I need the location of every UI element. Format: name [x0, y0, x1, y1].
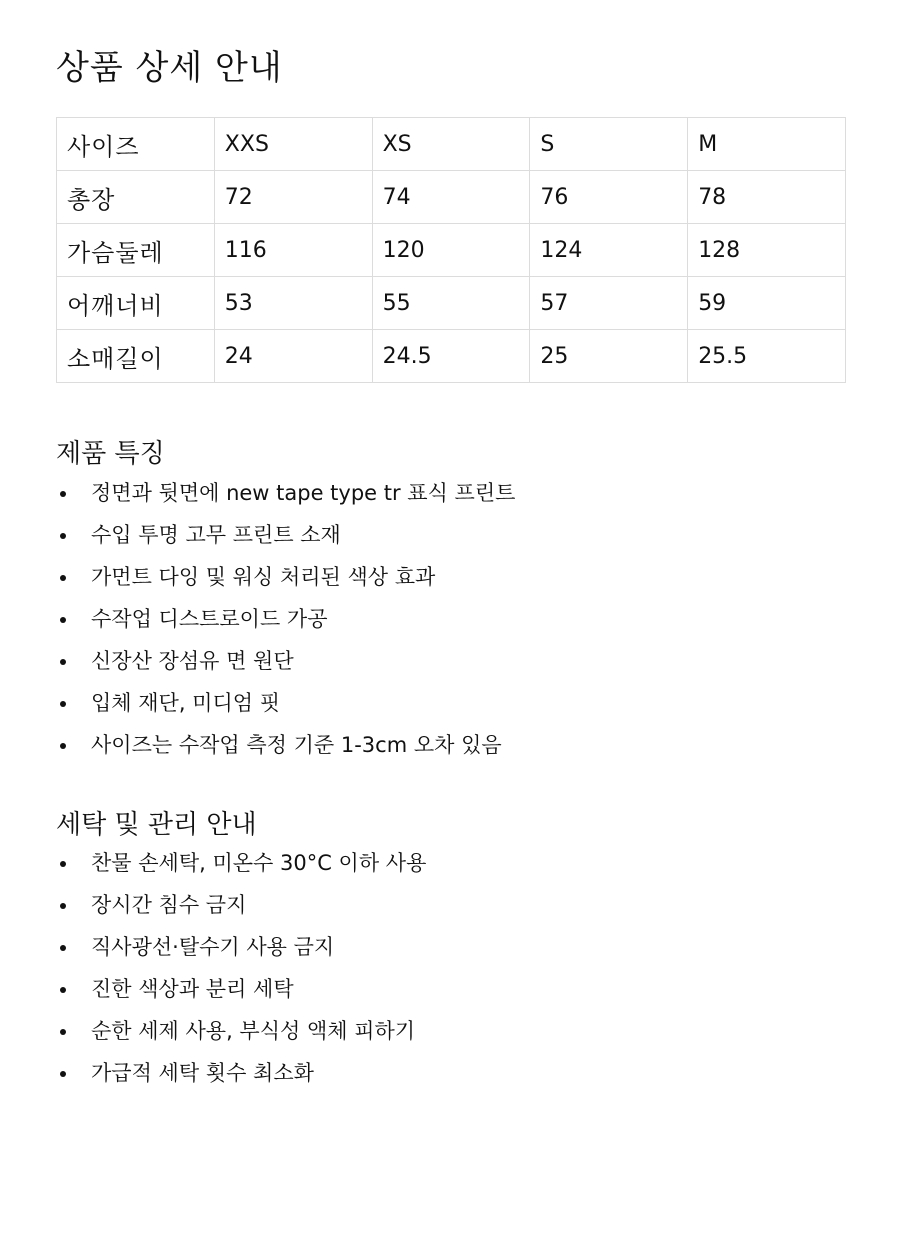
- size-table: [56, 117, 846, 383]
- list-item: [56, 687, 846, 729]
- bullet-dot-icon: [60, 743, 66, 749]
- row-header-cell: 어깨너비: [57, 277, 215, 330]
- table-cell: 116: [214, 224, 372, 277]
- list-item-text: 순한 세제 사용, 부식성 액체 피하기: [91, 1019, 416, 1043]
- bullet-dot-icon: [60, 987, 66, 993]
- bullet-dot-icon: [60, 903, 66, 909]
- table-cell: 120: [372, 224, 530, 277]
- bullet-dot-icon: [60, 945, 66, 951]
- table-cell: 53: [214, 277, 372, 330]
- list-item-text: 진한 색상과 분리 세탁: [91, 977, 294, 1001]
- list-item-text: 신장산 장섬유 면 원단: [91, 649, 294, 673]
- bullet-dot-icon: [60, 533, 66, 539]
- row-header-cell: 가슴둘레: [57, 224, 215, 277]
- list-item: [56, 973, 846, 1015]
- table-cell: 74: [372, 171, 530, 224]
- table-cell: 76: [530, 171, 688, 224]
- list-item: [56, 847, 846, 889]
- table-cell: 25: [530, 330, 688, 383]
- table-cell: 128: [688, 224, 846, 277]
- list-item-text: 가급적 세탁 횟수 최소화: [91, 1061, 314, 1085]
- table-row: [57, 330, 846, 383]
- list-item-text: 정면과 뒷면에 new tape type tr 표식 프린트: [91, 481, 516, 505]
- table-cell: 55: [372, 277, 530, 330]
- bullet-dot-icon: [60, 575, 66, 581]
- list-item: [56, 1015, 846, 1057]
- table-row: [57, 118, 846, 171]
- bullet-dot-icon: [60, 491, 66, 497]
- list-item-text: 가먼트 다잉 및 워싱 처리된 색상 효과: [91, 565, 436, 589]
- row-header-cell: 총장: [57, 171, 215, 224]
- list-item: [56, 561, 846, 603]
- table-cell: 25.5: [688, 330, 846, 383]
- bullet-dot-icon: [60, 1029, 66, 1035]
- table-row: [57, 171, 846, 224]
- list-item: [56, 1057, 846, 1099]
- table-cell: 72: [214, 171, 372, 224]
- care-list: [56, 847, 846, 1099]
- features-list: [56, 477, 846, 771]
- table-cell: XS: [372, 118, 530, 171]
- list-item: [56, 603, 846, 645]
- table-cell: 57: [530, 277, 688, 330]
- table-cell: 124: [530, 224, 688, 277]
- page-title: 상품 상세 안내: [56, 48, 283, 88]
- list-item-text: 수입 투명 고무 프린트 소재: [91, 523, 341, 547]
- bullet-dot-icon: [60, 659, 66, 665]
- list-item-text: 찬물 손세탁, 미온수 30°C 이하 사용: [91, 851, 427, 875]
- list-item: [56, 931, 846, 973]
- list-item: [56, 477, 846, 519]
- list-item-text: 입체 재단, 미디엄 핏: [91, 691, 280, 715]
- list-item-text: 수작업 디스트로이드 가공: [91, 607, 328, 631]
- care-title: 세탁 및 관리 안내: [56, 810, 257, 840]
- list-item-text: 사이즈는 수작업 측정 기준 1-3cm 오차 있음: [91, 733, 502, 757]
- bullet-dot-icon: [60, 617, 66, 623]
- list-item: [56, 645, 846, 687]
- table-cell: S: [530, 118, 688, 171]
- list-item: [56, 729, 846, 771]
- row-header-cell: 소매길이: [57, 330, 215, 383]
- features-title: 제품 특징: [56, 439, 165, 469]
- table-cell: 59: [688, 277, 846, 330]
- list-item: [56, 889, 846, 931]
- bullet-dot-icon: [60, 701, 66, 707]
- table-cell: 24.5: [372, 330, 530, 383]
- list-item-text: 직사광선·탈수기 사용 금지: [91, 935, 335, 959]
- bullet-dot-icon: [60, 861, 66, 867]
- table-cell: 78: [688, 171, 846, 224]
- table-cell: 24: [214, 330, 372, 383]
- table-cell: XXS: [214, 118, 372, 171]
- table-row: [57, 224, 846, 277]
- list-item-text: 장시간 침수 금지: [91, 893, 247, 917]
- table-row: [57, 277, 846, 330]
- table-cell: M: [688, 118, 846, 171]
- row-header-cell: 사이즈: [57, 118, 215, 171]
- bullet-dot-icon: [60, 1071, 66, 1077]
- list-item: [56, 519, 846, 561]
